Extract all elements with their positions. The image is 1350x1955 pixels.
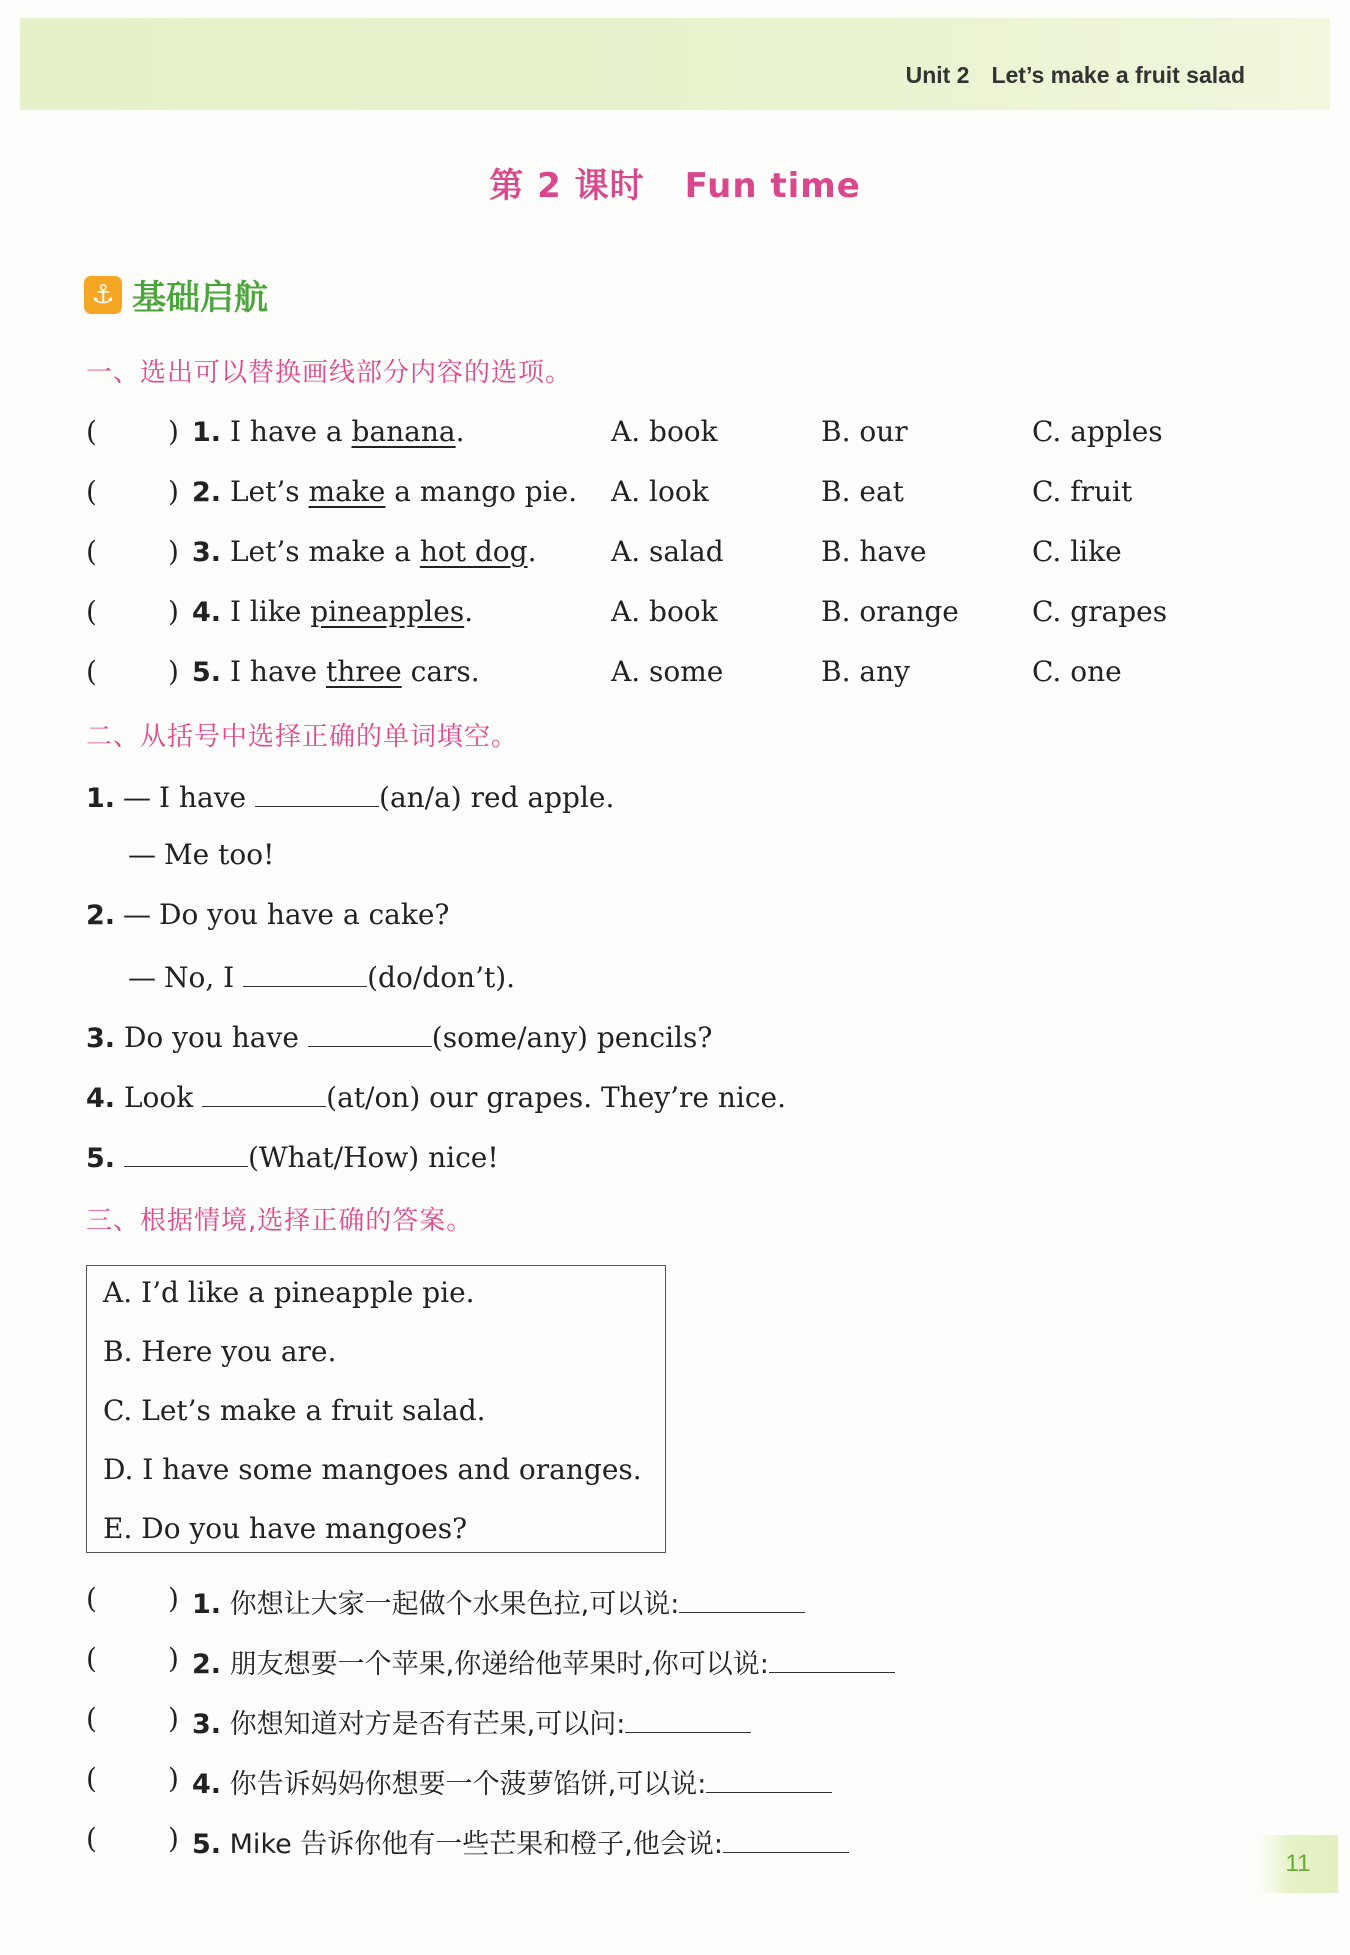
option-b: B. eat	[821, 475, 904, 508]
answer-option: A. I’d like a pineapple pie.	[103, 1276, 475, 1309]
option-a: A. salad	[611, 535, 724, 568]
underlined-word: hot dog	[419, 535, 528, 568]
section-title: 基础启航	[132, 278, 268, 318]
part2-q5	[86, 1138, 499, 1174]
sentence-text: (at/on) our grapes. They’re nice.	[326, 1081, 786, 1114]
lesson-title	[0, 158, 1350, 207]
sentence-text: cars.	[401, 655, 480, 688]
answer-paren-close: )	[168, 1822, 179, 1855]
answer-blank[interactable]	[255, 778, 379, 807]
item-number: 2.	[86, 900, 116, 931]
option-c: C. apples	[1032, 415, 1163, 448]
option-a: A. book	[611, 595, 718, 628]
answer-blank[interactable]	[202, 1078, 326, 1107]
item-number: 3.	[86, 1023, 116, 1054]
answer-paren-open[interactable]: (	[86, 415, 97, 448]
answer-blank[interactable]	[308, 1018, 432, 1047]
answer-blank[interactable]	[723, 1824, 849, 1853]
sentence-text: Do you have	[123, 1021, 299, 1054]
underlined-word: banana	[351, 415, 456, 448]
answer-paren-close: )	[168, 655, 179, 688]
unit-header	[906, 62, 1245, 89]
item-number: 2.	[192, 1649, 222, 1680]
option-b: B. orange	[821, 595, 959, 628]
part1-heading: 一、选出可以替换画线部分内容的选项。	[86, 358, 573, 388]
answer-paren-open[interactable]: (	[86, 535, 97, 568]
item-number: 4.	[192, 1769, 222, 1800]
option-b: B. any	[821, 655, 910, 688]
situation-text: 你告诉妈妈你想要一个菠萝馅饼,可以说:	[229, 1769, 707, 1800]
answer-paren-close: )	[168, 475, 179, 508]
sentence-text: I have a	[229, 415, 352, 448]
sentence-text: Do you have a cake?	[159, 898, 450, 931]
answer-blank[interactable]	[124, 1138, 248, 1167]
item-number: 3.	[192, 537, 222, 568]
situation-text: 你想让大家一起做个水果色拉,可以说:	[229, 1589, 680, 1620]
item-number: 3.	[192, 1709, 222, 1740]
sentence-text: .	[527, 535, 537, 568]
answer-option: E. Do you have mangoes?	[103, 1512, 468, 1545]
option-a: A. look	[611, 475, 709, 508]
answer-paren-open[interactable]: (	[86, 1762, 97, 1795]
unit-title: Let’s make a fruit salad	[991, 62, 1245, 88]
part2-q2-reply: — No, I (do/don’t).	[120, 958, 515, 994]
answer-option: D. I have some mangoes and oranges.	[103, 1453, 642, 1486]
situation-text: 你想知道对方是否有芒果,可以问:	[229, 1709, 626, 1740]
answer-paren-open[interactable]: (	[86, 595, 97, 628]
sentence-text: .	[455, 415, 465, 448]
sentence-text: (do/don’t).	[367, 961, 516, 994]
answer-options-box	[86, 1265, 666, 1553]
lesson-label: 第 2 课时	[489, 166, 645, 206]
sentence-text: a mango pie.	[385, 475, 578, 508]
sentence-text: I have	[229, 655, 326, 688]
answer-blank[interactable]	[706, 1764, 832, 1793]
sentence-text: Look	[123, 1081, 194, 1114]
sentence-text: (some/any) pencils?	[431, 1021, 713, 1054]
answer-paren-open[interactable]: (	[86, 1642, 97, 1675]
section-heading	[84, 270, 268, 319]
option-c: C. like	[1032, 535, 1122, 568]
answer-blank[interactable]	[769, 1644, 895, 1673]
answer-paren-close: )	[168, 595, 179, 628]
answer-paren-close: )	[168, 1642, 179, 1675]
item-number: 1.	[192, 417, 222, 448]
part2-q4	[86, 1078, 786, 1114]
anchor-icon: ⚓	[84, 276, 122, 314]
item-number: 5.	[86, 1143, 116, 1174]
item-number: 5.	[192, 657, 222, 688]
answer-paren-open[interactable]: (	[86, 1822, 97, 1855]
item-number: 4.	[86, 1083, 116, 1114]
answer-paren-open[interactable]: (	[86, 1582, 97, 1615]
option-c: C. one	[1032, 655, 1122, 688]
answer-option: C. Let’s make a fruit salad.	[103, 1394, 486, 1427]
underlined-word: make	[308, 475, 386, 508]
sentence-text: Let’s	[229, 475, 309, 508]
sentence-text: (an/a) red apple.	[379, 781, 615, 814]
lesson-name: Fun time	[684, 166, 861, 206]
sentence-text: No, I	[164, 961, 235, 994]
option-c: C. fruit	[1032, 475, 1133, 508]
option-a: A. book	[611, 415, 718, 448]
underlined-word: pineapples	[310, 595, 465, 628]
sentence-text: I have	[159, 781, 247, 814]
part2-q3	[86, 1018, 712, 1054]
situation-text: Mike 告诉你他有一些芒果和橙子,他会说:	[229, 1829, 723, 1860]
sentence-text: I like	[229, 595, 311, 628]
answer-paren-close: )	[168, 535, 179, 568]
item-number: 1.	[192, 1589, 222, 1620]
option-a: A. some	[611, 655, 724, 688]
part2-q1-reply: — Me too!	[128, 838, 275, 871]
sentence-text: (What/How) nice!	[247, 1141, 499, 1174]
answer-paren-open[interactable]: (	[86, 475, 97, 508]
underlined-word: three	[325, 655, 402, 688]
part2-q1: 1. — I have (an/a) red apple.	[86, 778, 614, 814]
option-c: C. grapes	[1032, 595, 1168, 628]
option-b: B. our	[821, 415, 908, 448]
item-number: 2.	[192, 477, 222, 508]
part2-heading: 二、从括号中选择正确的单词填空。	[86, 722, 519, 752]
answer-paren-close: )	[168, 1702, 179, 1735]
answer-blank[interactable]	[243, 958, 367, 987]
answer-option: B. Here you are.	[103, 1335, 337, 1368]
sentence-text: Let’s make a	[229, 535, 420, 568]
sentence-text: .	[464, 595, 474, 628]
unit-label: Unit 2	[905, 62, 970, 88]
option-b: B. have	[821, 535, 927, 568]
answer-paren-open[interactable]: (	[86, 1702, 97, 1735]
answer-paren-close: )	[168, 1582, 179, 1615]
item-number: 4.	[192, 597, 222, 628]
answer-blank[interactable]	[625, 1704, 751, 1733]
answer-paren-close: )	[168, 415, 179, 448]
situation-text: 朋友想要一个苹果,你递给他苹果时,你可以说:	[229, 1649, 769, 1680]
answer-paren-close: )	[168, 1762, 179, 1795]
answer-blank[interactable]	[679, 1584, 805, 1613]
answer-paren-open[interactable]: (	[86, 655, 97, 688]
part2-q2: 2. — Do you have a cake?	[86, 898, 450, 931]
page-number: 11	[1258, 1835, 1338, 1893]
part3-heading: 三、根据情境,选择正确的答案。	[86, 1206, 474, 1236]
sentence-text: Me too!	[164, 838, 275, 871]
item-number: 1.	[86, 783, 116, 814]
item-number: 5.	[192, 1829, 222, 1860]
